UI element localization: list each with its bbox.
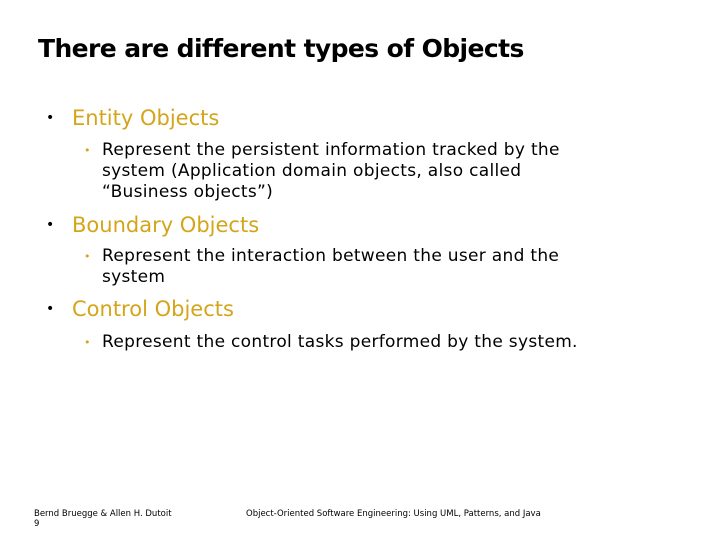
slide-title: There are different types of Objects xyxy=(38,34,524,63)
sub-bullet-control-objects xyxy=(84,332,578,353)
sub-bullet-text: Represent the interaction between the user and the system xyxy=(102,246,560,287)
sub-bullet-marker: • xyxy=(84,250,91,263)
bullet-boundary-objects xyxy=(46,213,259,237)
page-number: 9 xyxy=(34,519,40,529)
bullet-marker: • xyxy=(46,217,55,233)
sub-bullet-marker: • xyxy=(84,336,91,349)
bullet-heading: Boundary Objects xyxy=(72,213,260,237)
footer-authors: Bernd Bruegge & Allen H. Dutoit xyxy=(34,509,172,519)
sub-bullet-marker: • xyxy=(84,144,91,157)
bullet-control-objects xyxy=(46,297,234,321)
bullet-marker: • xyxy=(46,110,55,126)
footer-book-title: Object-Oriented Software Engineering: Using UML, Patterns, and Java xyxy=(246,509,541,519)
bullet-marker: • xyxy=(46,301,55,317)
sub-bullet-text: Represent the persistent information tracked by the system (Application domain objects, also called “Business objects”) xyxy=(102,140,560,202)
footer-authors-block xyxy=(34,509,172,529)
bullet-heading: Control Objects xyxy=(72,297,234,321)
bullet-heading: Entity Objects xyxy=(72,106,220,130)
sub-bullet-entity-objects xyxy=(84,140,560,203)
bullet-entity-objects xyxy=(46,106,219,130)
sub-bullet-text: Represent the control tasks performed by the system. xyxy=(102,332,578,352)
sub-bullet-boundary-objects xyxy=(84,246,559,288)
